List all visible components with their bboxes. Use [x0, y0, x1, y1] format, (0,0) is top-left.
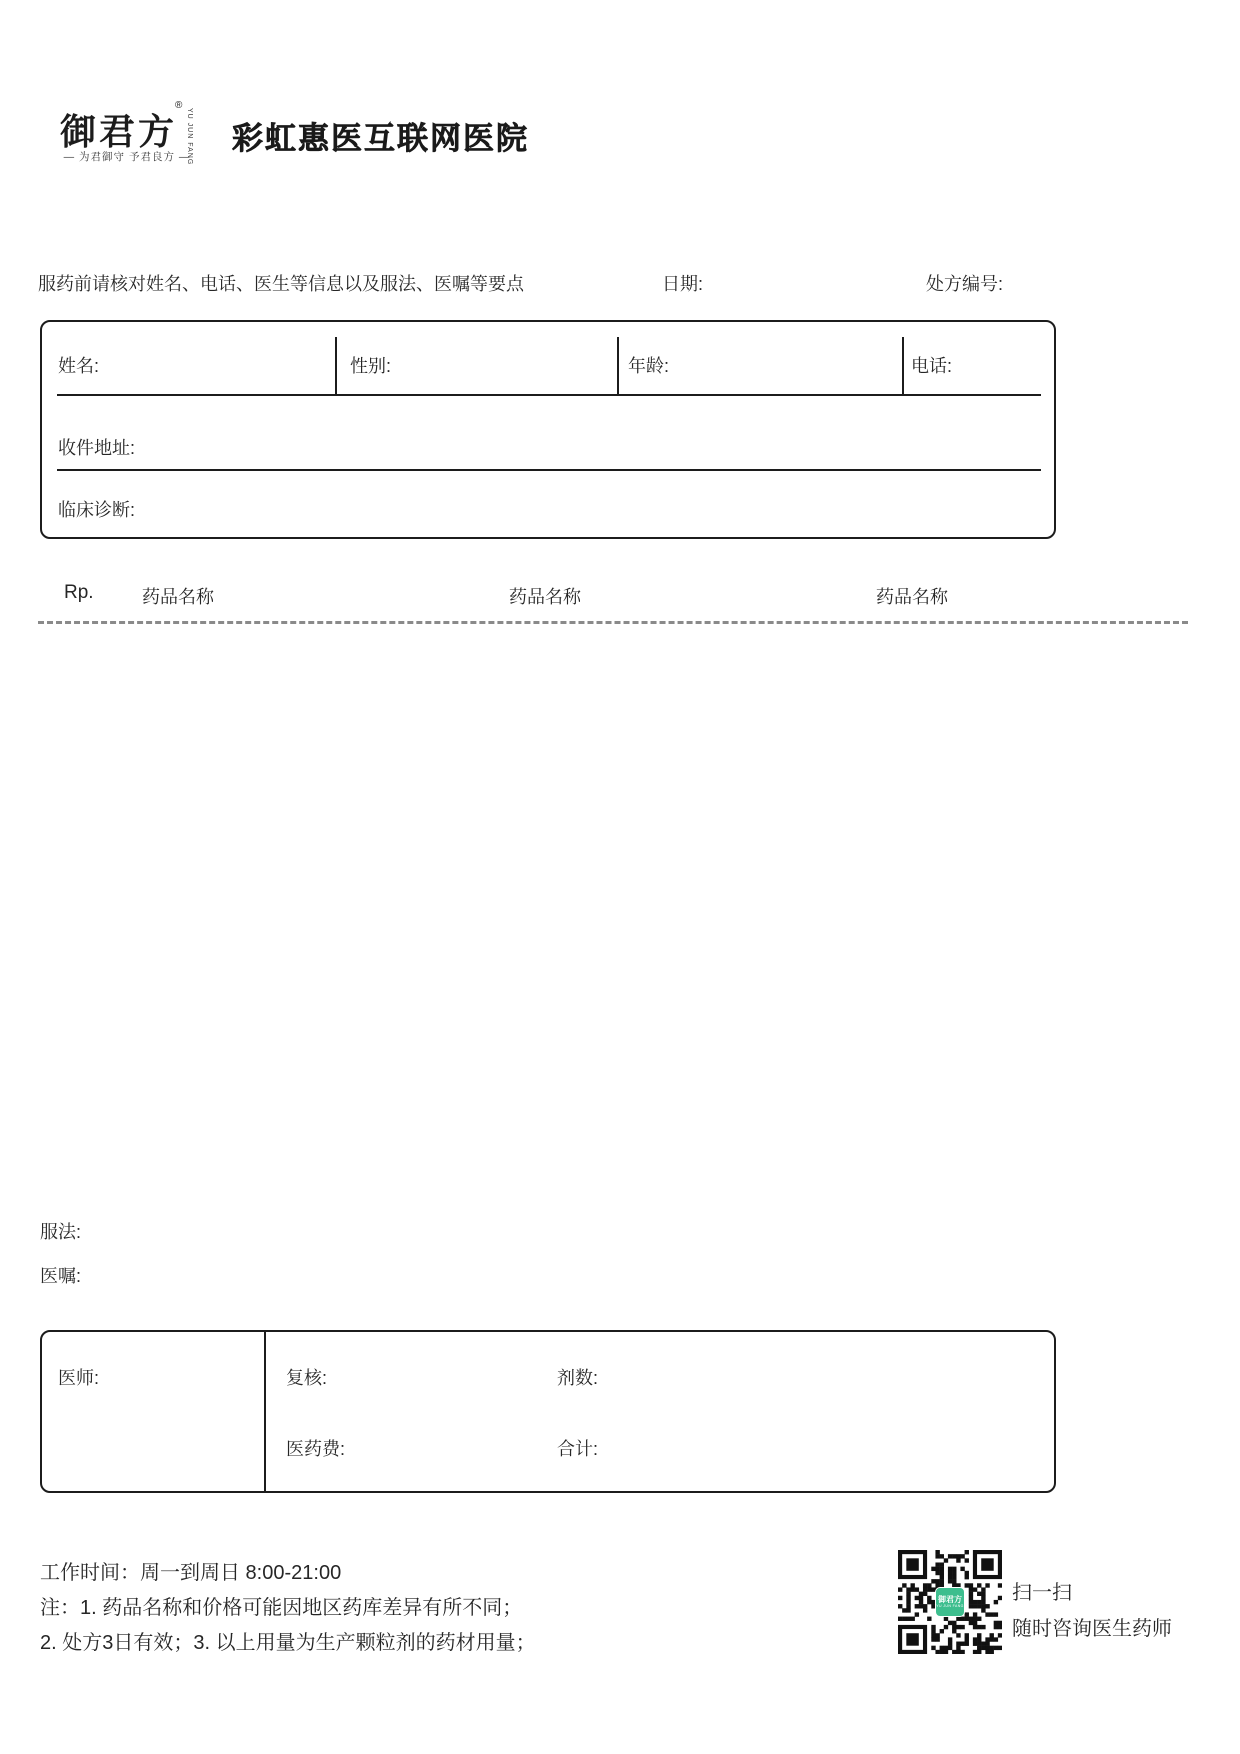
shipping-address-field: 收件地址: — [58, 438, 136, 458]
patient-name-field: 姓名: — [58, 356, 100, 376]
column-divider — [264, 1332, 266, 1491]
rx-number-label: 处方编号: — [926, 274, 1004, 294]
patient-phone-field: 电话: — [911, 356, 953, 376]
column-divider — [335, 337, 337, 396]
scan-qr-label: 扫一扫 — [1012, 1582, 1072, 1604]
verification-notice: 服药前请核对姓名、电话、医生等信息以及服法、医嘱等要点 — [38, 274, 524, 294]
review-field: 复核: — [286, 1368, 328, 1388]
doses-count-field: 剂数: — [557, 1368, 599, 1388]
patient-gender-field: 性别: — [350, 356, 392, 376]
qr-center-logo — [935, 1587, 965, 1617]
qr-code — [898, 1550, 1002, 1654]
qr-finder-top-right — [973, 1550, 1002, 1579]
total-field: 合计: — [557, 1439, 599, 1459]
dashed-separator — [38, 621, 1188, 624]
drug-name-column-header: 药品名称 — [876, 587, 948, 607]
brand-tagline: — 为君御守 予君良方 — — [63, 151, 191, 163]
qr-finder-bottom-left — [898, 1625, 927, 1654]
usage-instructions-field: 服法: — [40, 1222, 82, 1242]
patient-info-box — [40, 320, 1056, 539]
clinical-diagnosis-field: 临床诊断: — [58, 500, 136, 520]
medicine-fee-field: 医药费: — [286, 1439, 346, 1459]
note-line-1: 注：1. 药品名称和价格可能因地区药库差异有所不同； — [40, 1597, 523, 1619]
note-line-2: 2. 处方3日有效；3. 以上用量为生产颗粒剂的药材用量； — [40, 1632, 536, 1654]
row-divider — [57, 469, 1041, 471]
row-divider — [57, 394, 1041, 396]
signature-fee-box — [40, 1330, 1056, 1493]
qr-center-logo-subtext: YU JUN FANG — [936, 1604, 964, 1608]
drug-name-column-header: 药品名称 — [509, 587, 581, 607]
qr-finder-top-left — [898, 1550, 927, 1579]
scan-qr-sub-label: 随时咨询医生药师 — [1012, 1618, 1172, 1640]
column-divider — [617, 337, 619, 396]
brand-logo-romanization: YU JUN FANG — [186, 108, 193, 166]
rp-label: Rp. — [64, 582, 94, 603]
brand-logo-text: 御君方 — [60, 111, 178, 153]
working-hours: 工作时间：周一到周日 8:00-21:00 — [40, 1562, 342, 1584]
physician-field: 医师: — [58, 1368, 100, 1388]
doctor-advice-field: 医嘱: — [40, 1266, 82, 1286]
drug-name-column-header: 药品名称 — [142, 587, 214, 607]
date-label: 日期: — [662, 274, 704, 294]
hospital-title: 彩虹惠医互联网医院 — [232, 121, 529, 156]
qr-center-logo-text: 御君方 — [938, 1595, 962, 1604]
column-divider — [902, 337, 904, 396]
registered-trademark-icon: ® — [175, 100, 183, 111]
patient-age-field: 年龄: — [628, 356, 670, 376]
